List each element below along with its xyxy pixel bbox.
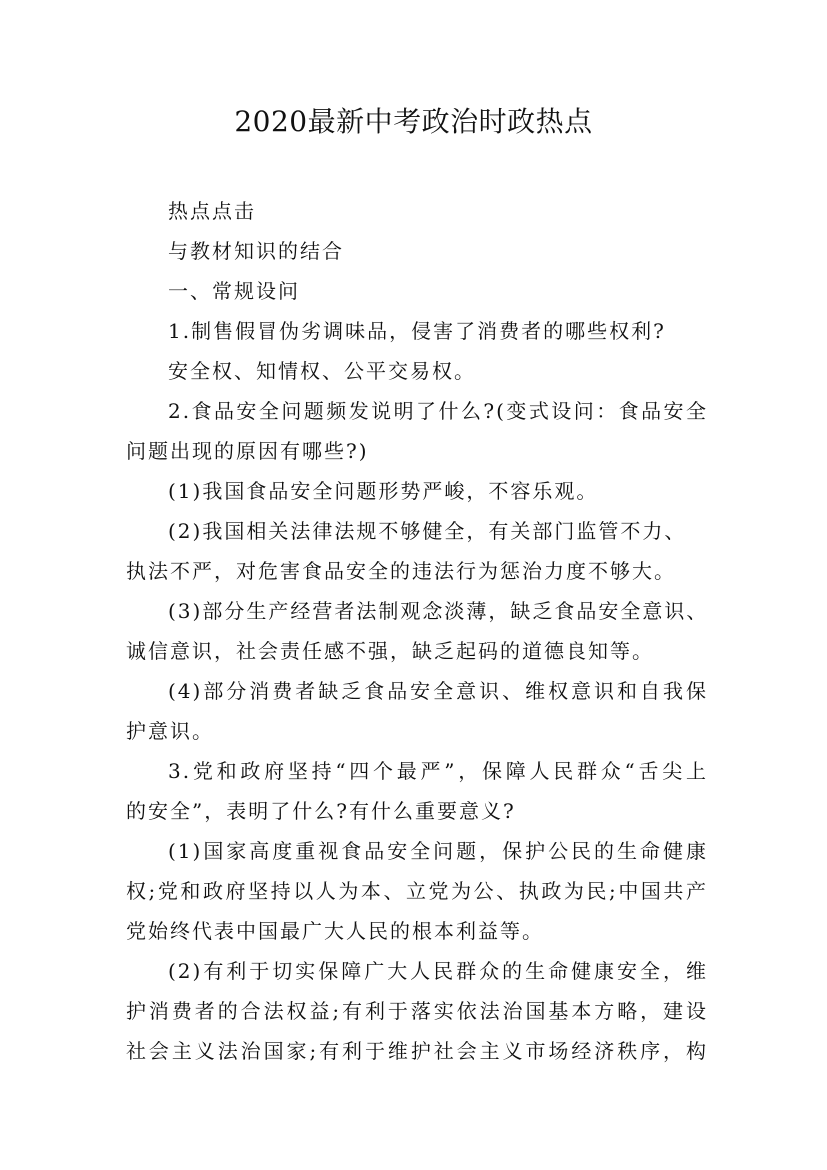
paragraph-line: 权;党和政府坚持以人为本、立党为公、执政为民;中国共产: [126, 879, 708, 903]
paragraph-line: 热点点击: [168, 199, 256, 223]
paragraph-line: 党始终代表中国最广大人民的根本利益等。: [126, 919, 544, 943]
paragraph-line: (2)有利于切实保障广大人民群众的生命健康安全，维: [168, 959, 708, 983]
paragraph-line: 诚信意识，社会责任感不强，缺乏起码的道德良知等。: [126, 639, 654, 663]
paragraph-line: 问题出现的原因有哪些?): [126, 439, 369, 463]
paragraph-line: 护意识。: [126, 719, 214, 743]
document-title: 2020最新中考政治时政热点: [234, 105, 593, 138]
paragraph-line: 2.食品安全问题频发说明了什么?(变式设问：食品安全: [168, 399, 708, 423]
document-body: [126, 191, 708, 1071]
paragraph-line: 3.党和政府坚持“四个最严”，保障人民群众“舌尖上: [168, 759, 708, 783]
paragraph-line: 社会主义法治国家;有利于维护社会主义市场经济秩序，构: [126, 1039, 708, 1063]
paragraph-line: (2)我国相关法律法规不够健全，有关部门监管不力、: [168, 519, 687, 543]
paragraph-line: (4)部分消费者缺乏食品安全意识、维权意识和自我保: [168, 679, 708, 703]
paragraph-line: 1.制售假冒伪劣调味品，侵害了消费者的哪些权利?: [168, 319, 666, 343]
paragraph-line: (1)国家高度重视食品安全问题，保护公民的生命健康: [168, 839, 708, 863]
paragraph-line: 的安全”，表明了什么?有什么重要意义?: [126, 799, 516, 823]
paragraph-line: 护消费者的合法权益;有利于落实依法治国基本方略，建设: [126, 999, 708, 1023]
paragraph-line: 与教材知识的结合: [168, 239, 344, 263]
paragraph-line: 一、常规设问: [168, 279, 300, 303]
paragraph-line: (3)部分生产经营者法制观念淡薄，缺乏食品安全意识、: [168, 599, 709, 623]
paragraph-line: 执法不严，对危害食品安全的违法行为惩治力度不够大。: [126, 559, 676, 583]
paragraph-line: 安全权、知情权、公平交易权。: [168, 359, 476, 383]
paragraph-line: (1)我国食品安全问题形势严峻，不容乐观。: [168, 479, 599, 503]
